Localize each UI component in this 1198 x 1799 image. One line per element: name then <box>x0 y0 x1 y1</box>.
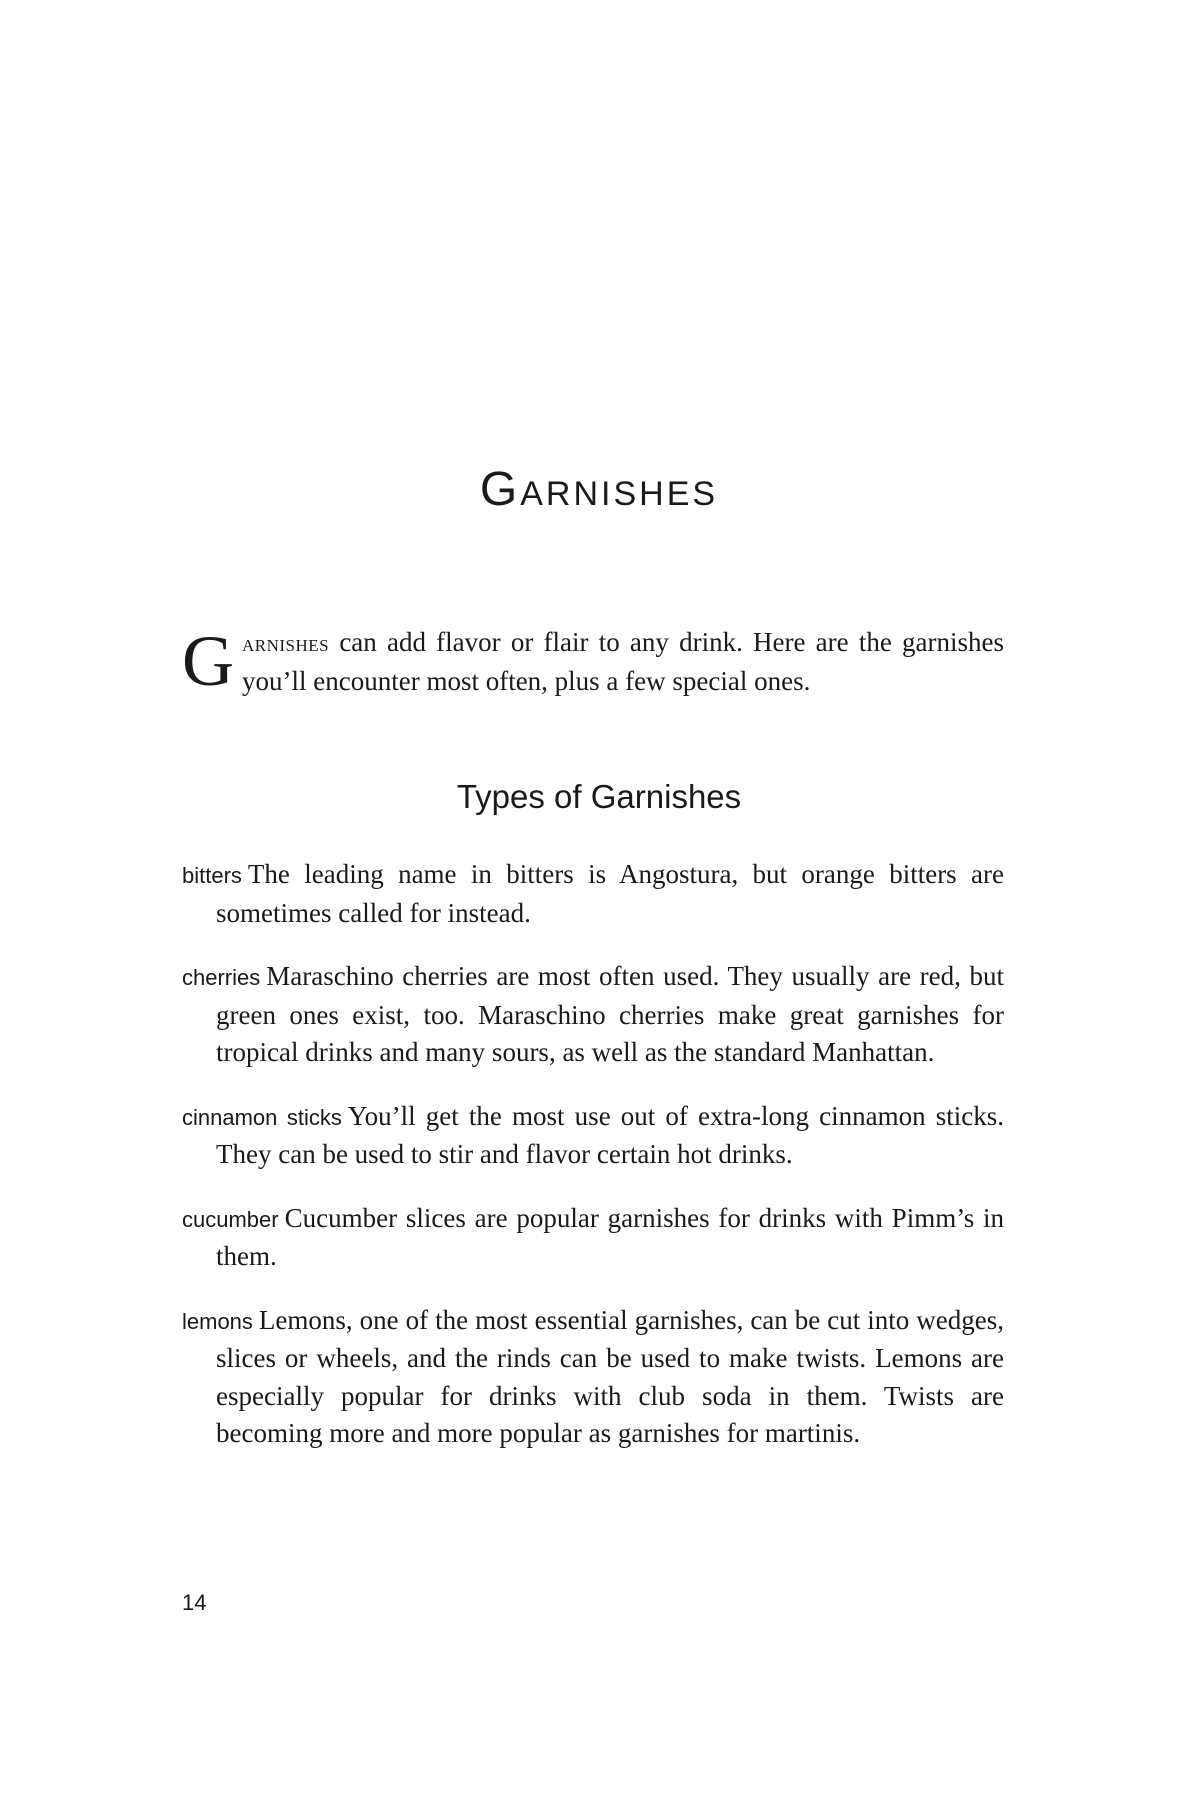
entry-term: bitters <box>182 863 242 888</box>
entry-text: Lemons, one of the most essential garnishes, can be cut into wedges, slices or wheels, and the rinds can be used to make twists. Lemons are especially popular for drinks with club soda in them. Twists are becoming more and more popular as garnishes for martinis. <box>216 1304 1004 1448</box>
intro-text: can add flavor or flair to any drink. Here are the garnishes you’ll encounter most often, plus a few special ones. <box>242 627 1004 696</box>
entry-text: You’ll get the most use out of extra-long cinnamon sticks. They can be used to stir and flavor certain hot drinks. <box>216 1100 1004 1169</box>
page-number: 14 <box>182 1590 207 1615</box>
intro-lead-caps: arnishes <box>242 631 330 657</box>
intro-paragraph <box>182 621 1004 701</box>
entry-text: Maraschino cherries are most often used. They usually are red, but green ones exist, too. Maraschino cherries make great garnishes for tropical drinks and many sours, as well as the standard Manhattan. <box>216 961 1004 1067</box>
list-item <box>182 1302 1004 1453</box>
entry-text: Cucumber slices are popular garnishes for drinks with Pimm’s in them. <box>216 1202 1004 1271</box>
section-heading: Types of Garnishes <box>456 778 742 815</box>
entry-term: cinnamon sticks <box>182 1104 342 1130</box>
drop-cap: G <box>182 621 234 701</box>
entry-term: lemons <box>182 1308 253 1334</box>
garnish-list <box>182 856 1004 1479</box>
list-item <box>182 1200 1004 1276</box>
list-item <box>182 856 1004 932</box>
entry-term: cucumber <box>182 1206 279 1232</box>
list-item <box>182 1098 1004 1174</box>
list-item <box>182 958 1004 1072</box>
chapter-title: Garnishes <box>479 463 719 516</box>
entry-text: The leading name in bitters is Angostura, but orange bitters are sometimes called for instead. <box>216 859 1004 928</box>
entry-term: cherries <box>182 965 261 990</box>
